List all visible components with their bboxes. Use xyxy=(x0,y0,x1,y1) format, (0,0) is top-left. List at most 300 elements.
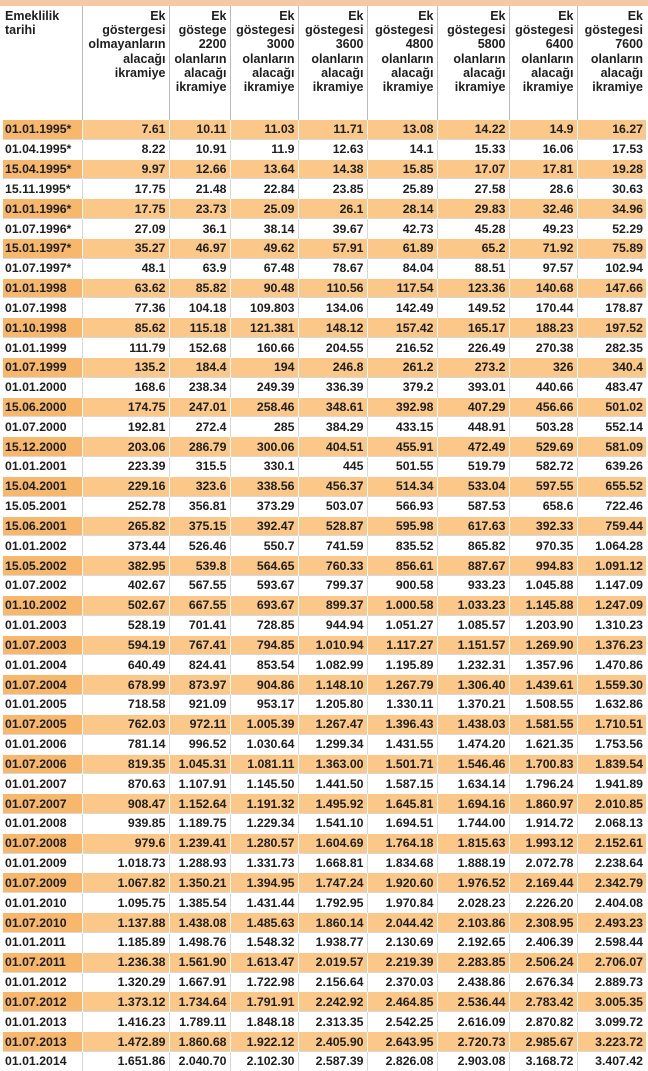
bonus-amount-cell: 528.87 xyxy=(298,516,367,536)
bonus-amount-cell: 781.14 xyxy=(82,734,169,754)
bonus-amount-cell: 63.9 xyxy=(169,258,230,278)
bonus-amount-cell: 63.62 xyxy=(82,278,169,298)
bonus-amount-cell: 27.58 xyxy=(437,179,509,199)
bonus-amount-cell: 2.405.90 xyxy=(298,1032,367,1052)
bonus-amount-cell: 939.85 xyxy=(82,813,169,833)
bonus-amount-cell: 501.02 xyxy=(577,397,646,417)
bonus-amount-cell: 77.36 xyxy=(82,298,169,318)
bonus-amount-cell: 382.95 xyxy=(82,556,169,576)
table-row xyxy=(3,1012,646,1032)
bonus-amount-cell: 933.23 xyxy=(437,576,509,596)
bonus-amount-cell: 1.734.64 xyxy=(169,992,230,1012)
bonus-amount-cell: 14.1 xyxy=(367,139,437,159)
retirement-date-cell: 15.01.1997* xyxy=(3,238,82,258)
bonus-amount-cell: 1.085.57 xyxy=(437,615,509,635)
bonus-amount-cell: 819.35 xyxy=(82,754,169,774)
bonus-amount-cell: 13.08 xyxy=(367,120,437,140)
bonus-amount-cell: 2.130.69 xyxy=(367,932,437,952)
bonus-amount-cell: 1.147.09 xyxy=(577,576,646,596)
table-row xyxy=(3,357,646,377)
bonus-amount-cell: 593.67 xyxy=(230,576,298,596)
retirement-date-cell: 01.01.2009 xyxy=(3,853,82,873)
bonus-amount-cell: 3.407.42 xyxy=(577,1051,646,1070)
bonus-amount-cell: 2.219.39 xyxy=(367,952,437,972)
bonus-amount-cell: 970.35 xyxy=(509,536,577,556)
bonus-amount-cell: 799.37 xyxy=(298,576,367,596)
bonus-amount-cell: 1.107.91 xyxy=(169,774,230,794)
bonus-amount-cell: 1.045.31 xyxy=(169,754,230,774)
retirement-date-cell: 01.01.2008 xyxy=(3,813,82,833)
bonus-amount-cell: 1.922.12 xyxy=(230,1032,298,1052)
bonus-amount-cell: 373.44 xyxy=(82,536,169,556)
bonus-amount-cell: 11.03 xyxy=(230,120,298,140)
table-row xyxy=(3,615,646,635)
bonus-amount-cell: 566.93 xyxy=(367,496,437,516)
header-indicator-4800: Ek göstegesi 4800 olanların alacağı ikramiye xyxy=(367,6,437,120)
bonus-amount-cell: 1.438.03 xyxy=(437,714,509,734)
bonus-amount-cell: 15.33 xyxy=(437,139,509,159)
bonus-amount-cell: 1.508.55 xyxy=(509,695,577,715)
table-row xyxy=(3,298,646,318)
bonus-amount-cell: 1.152.64 xyxy=(169,794,230,814)
retirement-date-cell: 01.01.2014 xyxy=(3,1051,82,1070)
bonus-amount-cell: 174.75 xyxy=(82,397,169,417)
retirement-date-cell: 01.07.1997* xyxy=(3,258,82,278)
retirement-date-cell: 01.01.2004 xyxy=(3,655,82,675)
bonus-amount-cell: 27.09 xyxy=(82,219,169,239)
bonus-amount-cell: 564.65 xyxy=(230,556,298,576)
bonus-amount-cell: 1.941.89 xyxy=(577,774,646,794)
bonus-amount-cell: 1.789.11 xyxy=(169,1012,230,1032)
bonus-amount-cell: 379.2 xyxy=(367,377,437,397)
table-row xyxy=(3,794,646,814)
bonus-amount-cell: 42.73 xyxy=(367,219,437,239)
bonus-amount-cell: 640.49 xyxy=(82,655,169,675)
bonus-amount-cell: 2.506.24 xyxy=(509,952,577,972)
bonus-amount-cell: 121.381 xyxy=(230,318,298,338)
table-row xyxy=(3,338,646,358)
bonus-amount-cell: 3.099.72 xyxy=(577,1012,646,1032)
retirement-date-cell: 01.07.2011 xyxy=(3,952,82,972)
bonus-amount-cell: 226.49 xyxy=(437,338,509,358)
table-row xyxy=(3,457,646,477)
table-row xyxy=(3,833,646,853)
bonus-amount-cell: 1.350.21 xyxy=(169,873,230,893)
bonus-amount-cell: 25.09 xyxy=(230,199,298,219)
table-body xyxy=(3,120,646,1071)
table-row xyxy=(3,754,646,774)
bonus-amount-cell: 61.89 xyxy=(367,238,437,258)
table-row xyxy=(3,813,646,833)
table-row xyxy=(3,417,646,437)
bonus-amount-cell: 261.2 xyxy=(367,357,437,377)
table-row xyxy=(3,437,646,457)
bonus-amount-cell: 110.56 xyxy=(298,278,367,298)
bonus-amount-cell: 204.55 xyxy=(298,338,367,358)
bonus-amount-cell: 1.018.73 xyxy=(82,853,169,873)
bonus-amount-cell: 19.28 xyxy=(577,159,646,179)
bonus-amount-cell: 865.82 xyxy=(437,536,509,556)
bonus-amount-cell: 402.67 xyxy=(82,576,169,596)
bonus-amount-cell: 1.860.68 xyxy=(169,1032,230,1052)
retirement-date-cell: 01.01.1999 xyxy=(3,338,82,358)
bonus-amount-cell: 1.431.44 xyxy=(230,893,298,913)
bonus-amount-cell: 887.67 xyxy=(437,556,509,576)
bonus-amount-cell: 323.6 xyxy=(169,476,230,496)
bonus-amount-cell: 1.010.94 xyxy=(298,635,367,655)
bonus-amount-cell: 1.376.23 xyxy=(577,635,646,655)
bonus-amount-cell: 85.62 xyxy=(82,318,169,338)
bonus-amount-cell: 1.439.61 xyxy=(509,675,577,695)
bonus-amount-cell: 856.61 xyxy=(367,556,437,576)
bonus-amount-cell: 1.920.60 xyxy=(367,873,437,893)
ikramiye-table xyxy=(3,6,646,1071)
bonus-amount-cell: 48.1 xyxy=(82,258,169,278)
bonus-amount-cell: 678.99 xyxy=(82,675,169,695)
bonus-amount-cell: 14.22 xyxy=(437,120,509,140)
bonus-amount-cell: 157.42 xyxy=(367,318,437,338)
bonus-amount-cell: 2.720.73 xyxy=(437,1032,509,1052)
bonus-amount-cell: 2.542.25 xyxy=(367,1012,437,1032)
bonus-amount-cell: 528.19 xyxy=(82,615,169,635)
bonus-amount-cell: 1.269.90 xyxy=(509,635,577,655)
bonus-amount-cell: 455.91 xyxy=(367,437,437,457)
bonus-amount-cell: 147.66 xyxy=(577,278,646,298)
bonus-amount-cell: 1.501.71 xyxy=(367,754,437,774)
retirement-date-cell: 01.07.2000 xyxy=(3,417,82,437)
bonus-amount-cell: 109.803 xyxy=(230,298,298,318)
bonus-amount-cell: 67.48 xyxy=(230,258,298,278)
bonus-amount-cell: 29.83 xyxy=(437,199,509,219)
bonus-amount-cell: 1.185.89 xyxy=(82,932,169,952)
bonus-amount-cell: 1.764.18 xyxy=(367,833,437,853)
table-row xyxy=(3,397,646,417)
bonus-amount-cell: 178.87 xyxy=(577,298,646,318)
bonus-amount-cell: 2.493.23 xyxy=(577,913,646,933)
retirement-date-cell: 15.06.2001 xyxy=(3,516,82,536)
bonus-amount-cell: 972.11 xyxy=(169,714,230,734)
bonus-amount-cell: 835.52 xyxy=(367,536,437,556)
retirement-date-cell: 01.07.1998 xyxy=(3,298,82,318)
bonus-amount-cell: 759.44 xyxy=(577,516,646,536)
table-row xyxy=(3,893,646,913)
bonus-amount-cell: 617.63 xyxy=(437,516,509,536)
bonus-amount-cell: 1.145.50 xyxy=(230,774,298,794)
retirement-date-cell: 01.01.2007 xyxy=(3,774,82,794)
retirement-date-cell: 01.01.1998 xyxy=(3,278,82,298)
retirement-date-cell: 01.01.2005 xyxy=(3,695,82,715)
bonus-amount-cell: 762.03 xyxy=(82,714,169,734)
bonus-amount-cell: 1.694.16 xyxy=(437,794,509,814)
table-row xyxy=(3,635,646,655)
bonus-amount-cell: 1.148.10 xyxy=(298,675,367,695)
bonus-amount-cell: 1.370.21 xyxy=(437,695,509,715)
bonus-amount-cell: 1.632.86 xyxy=(577,695,646,715)
table-row xyxy=(3,714,646,734)
bonus-amount-cell: 336.39 xyxy=(298,377,367,397)
table-row xyxy=(3,258,646,278)
bonus-amount-cell: 384.29 xyxy=(298,417,367,437)
bonus-amount-cell: 550.7 xyxy=(230,536,298,556)
bonus-amount-cell: 1.710.51 xyxy=(577,714,646,734)
bonus-amount-cell: 2.313.35 xyxy=(298,1012,367,1032)
bonus-amount-cell: 252.78 xyxy=(82,496,169,516)
bonus-amount-cell: 582.72 xyxy=(509,457,577,477)
bonus-amount-cell: 247.01 xyxy=(169,397,230,417)
bonus-amount-cell: 440.66 xyxy=(509,377,577,397)
retirement-date-cell: 01.01.2006 xyxy=(3,734,82,754)
bonus-amount-cell: 2.169.44 xyxy=(509,873,577,893)
bonus-amount-cell: 1.299.34 xyxy=(298,734,367,754)
bonus-amount-cell: 152.68 xyxy=(169,338,230,358)
bonus-amount-cell: 667.55 xyxy=(169,595,230,615)
bonus-amount-cell: 1.117.27 xyxy=(367,635,437,655)
bonus-amount-cell: 134.06 xyxy=(298,298,367,318)
bonus-amount-cell: 97.57 xyxy=(509,258,577,278)
header-no-indicator: Ek göstergesi olmayanların alacağı ikramiye xyxy=(82,6,169,120)
bonus-amount-cell: 2.783.42 xyxy=(509,992,577,1012)
bonus-amount-cell: 1.651.86 xyxy=(82,1051,169,1070)
bonus-amount-cell: 472.49 xyxy=(437,437,509,457)
bonus-amount-cell: 32.46 xyxy=(509,199,577,219)
table-row xyxy=(3,913,646,933)
table-row xyxy=(3,476,646,496)
bonus-amount-cell: 135.2 xyxy=(82,357,169,377)
bonus-amount-cell: 46.97 xyxy=(169,238,230,258)
bonus-amount-cell: 45.28 xyxy=(437,219,509,239)
header-indicator-5800: Ek göstegesi 5800 olanların alacağı ikramiye xyxy=(437,6,509,120)
bonus-amount-cell: 594.19 xyxy=(82,635,169,655)
bonus-amount-cell: 701.41 xyxy=(169,615,230,635)
bonus-amount-cell: 338.56 xyxy=(230,476,298,496)
bonus-amount-cell: 2.103.86 xyxy=(437,913,509,933)
bonus-amount-cell: 1.753.56 xyxy=(577,734,646,754)
bonus-amount-cell: 12.63 xyxy=(298,139,367,159)
bonus-amount-cell: 392.98 xyxy=(367,397,437,417)
bonus-amount-cell: 853.54 xyxy=(230,655,298,675)
bonus-amount-cell: 1.239.41 xyxy=(169,833,230,853)
bonus-amount-cell: 1.236.38 xyxy=(82,952,169,972)
bonus-amount-cell: 197.52 xyxy=(577,318,646,338)
bonus-amount-cell: 445 xyxy=(298,457,367,477)
bonus-amount-cell: 2.598.44 xyxy=(577,932,646,952)
bonus-amount-cell: 1.888.19 xyxy=(437,853,509,873)
bonus-amount-cell: 1.495.92 xyxy=(298,794,367,814)
bonus-amount-cell: 25.89 xyxy=(367,179,437,199)
bonus-amount-cell: 356.81 xyxy=(169,496,230,516)
bonus-amount-cell: 1.396.43 xyxy=(367,714,437,734)
bonus-amount-cell: 2.826.08 xyxy=(367,1051,437,1070)
bonus-amount-cell: 1.938.77 xyxy=(298,932,367,952)
bonus-amount-cell: 1.288.93 xyxy=(169,853,230,873)
bonus-amount-cell: 994.83 xyxy=(509,556,577,576)
bonus-amount-cell: 2.152.61 xyxy=(577,833,646,853)
bonus-amount-cell: 85.82 xyxy=(169,278,230,298)
bonus-amount-cell: 741.59 xyxy=(298,536,367,556)
table-row xyxy=(3,536,646,556)
table-row xyxy=(3,219,646,239)
retirement-date-cell: 01.01.1996* xyxy=(3,199,82,219)
bonus-amount-cell: 36.1 xyxy=(169,219,230,239)
bonus-amount-cell: 2.072.78 xyxy=(509,853,577,873)
retirement-date-cell: 01.07.2004 xyxy=(3,675,82,695)
bonus-amount-cell: 1.860.14 xyxy=(298,913,367,933)
bonus-amount-cell: 2.676.34 xyxy=(509,972,577,992)
retirement-date-cell: 15.05.2002 xyxy=(3,556,82,576)
retirement-date-cell: 15.12.2000 xyxy=(3,437,82,457)
retirement-date-cell: 01.01.2001 xyxy=(3,457,82,477)
bonus-amount-cell: 17.81 xyxy=(509,159,577,179)
bonus-amount-cell: 8.22 xyxy=(82,139,169,159)
bonus-amount-cell: 581.09 xyxy=(577,437,646,457)
bonus-amount-cell: 1.834.68 xyxy=(367,853,437,873)
table-row xyxy=(3,556,646,576)
retirement-date-cell: 15.04.1995* xyxy=(3,159,82,179)
bonus-amount-cell: 34.96 xyxy=(577,199,646,219)
bonus-amount-cell: 272.4 xyxy=(169,417,230,437)
bonus-amount-cell: 587.53 xyxy=(437,496,509,516)
bonus-amount-cell: 300.06 xyxy=(230,437,298,457)
bonus-amount-cell: 1.280.57 xyxy=(230,833,298,853)
bonus-amount-cell: 693.67 xyxy=(230,595,298,615)
bonus-amount-cell: 375.15 xyxy=(169,516,230,536)
table-row xyxy=(3,516,646,536)
bonus-amount-cell: 326 xyxy=(509,357,577,377)
table-row xyxy=(3,992,646,1012)
bonus-amount-cell: 1.306.40 xyxy=(437,675,509,695)
bonus-amount-cell: 1.474.20 xyxy=(437,734,509,754)
bonus-amount-cell: 1.700.83 xyxy=(509,754,577,774)
retirement-date-cell: 01.07.2008 xyxy=(3,833,82,853)
bonus-amount-cell: 503.28 xyxy=(509,417,577,437)
bonus-amount-cell: 1.839.54 xyxy=(577,754,646,774)
bonus-amount-cell: 1.581.55 xyxy=(509,714,577,734)
bonus-amount-cell: 1.815.63 xyxy=(437,833,509,853)
bonus-amount-cell: 2.536.44 xyxy=(437,992,509,1012)
retirement-date-cell: 01.07.2005 xyxy=(3,714,82,734)
bonus-amount-cell: 22.84 xyxy=(230,179,298,199)
bonus-amount-cell: 904.86 xyxy=(230,675,298,695)
bonus-amount-cell: 539.8 xyxy=(169,556,230,576)
bonus-amount-cell: 2.587.39 xyxy=(298,1051,367,1070)
bonus-amount-cell: 393.01 xyxy=(437,377,509,397)
bonus-amount-cell: 1.548.32 xyxy=(230,932,298,952)
retirement-date-cell: 01.07.2010 xyxy=(3,913,82,933)
retirement-date-cell: 01.07.2012 xyxy=(3,992,82,1012)
bonus-amount-cell: 17.07 xyxy=(437,159,509,179)
bonus-amount-cell: 340.4 xyxy=(577,357,646,377)
bonus-amount-cell: 824.41 xyxy=(169,655,230,675)
bonus-amount-cell: 1.485.63 xyxy=(230,913,298,933)
bonus-amount-cell: 2.643.95 xyxy=(367,1032,437,1052)
bonus-amount-cell: 2.870.82 xyxy=(509,1012,577,1032)
bonus-amount-cell: 2.156.64 xyxy=(298,972,367,992)
bonus-amount-cell: 170.44 xyxy=(509,298,577,318)
bonus-amount-cell: 900.58 xyxy=(367,576,437,596)
bonus-amount-cell: 28.14 xyxy=(367,199,437,219)
bonus-amount-cell: 84.04 xyxy=(367,258,437,278)
bonus-amount-cell: 1.561.90 xyxy=(169,952,230,972)
bonus-amount-cell: 514.34 xyxy=(367,476,437,496)
bonus-amount-cell: 2.028.23 xyxy=(437,893,509,913)
bonus-amount-cell: 249.39 xyxy=(230,377,298,397)
bonus-amount-cell: 760.33 xyxy=(298,556,367,576)
bonus-amount-cell: 49.62 xyxy=(230,238,298,258)
bonus-amount-cell: 11.9 xyxy=(230,139,298,159)
retirement-date-cell: 01.07.1999 xyxy=(3,357,82,377)
bonus-amount-cell: 160.66 xyxy=(230,338,298,358)
table-row xyxy=(3,179,646,199)
table-row xyxy=(3,1051,646,1070)
bonus-amount-cell: 1.441.50 xyxy=(298,774,367,794)
bonus-amount-cell: 203.06 xyxy=(82,437,169,457)
table-row xyxy=(3,496,646,516)
bonus-amount-cell: 2.404.08 xyxy=(577,893,646,913)
table-row xyxy=(3,595,646,615)
bonus-amount-cell: 1.438.08 xyxy=(169,913,230,933)
bonus-amount-cell: 38.14 xyxy=(230,219,298,239)
retirement-date-cell: 01.07.2007 xyxy=(3,794,82,814)
bonus-amount-cell: 49.23 xyxy=(509,219,577,239)
bonus-amount-cell: 944.94 xyxy=(298,615,367,635)
bonus-amount-cell: 11.71 xyxy=(298,120,367,140)
bonus-amount-cell: 529.69 xyxy=(509,437,577,457)
retirement-date-cell: 01.01.2003 xyxy=(3,615,82,635)
bonus-amount-cell: 17.75 xyxy=(82,199,169,219)
table-row xyxy=(3,1032,646,1052)
bonus-amount-cell: 1.613.47 xyxy=(230,952,298,972)
bonus-amount-cell: 115.18 xyxy=(169,318,230,338)
bonus-amount-cell: 1.747.24 xyxy=(298,873,367,893)
bonus-amount-cell: 286.79 xyxy=(169,437,230,457)
bonus-amount-cell: 1.267.47 xyxy=(298,714,367,734)
bonus-amount-cell: 52.29 xyxy=(577,219,646,239)
bonus-amount-cell: 2.985.67 xyxy=(509,1032,577,1052)
bonus-amount-cell: 10.11 xyxy=(169,120,230,140)
bonus-amount-cell: 1.082.99 xyxy=(298,655,367,675)
bonus-amount-cell: 1.095.75 xyxy=(82,893,169,913)
bonus-amount-cell: 979.6 xyxy=(82,833,169,853)
table-row xyxy=(3,734,646,754)
bonus-amount-cell: 404.51 xyxy=(298,437,367,457)
bonus-amount-cell: 315.5 xyxy=(169,457,230,477)
bonus-amount-cell: 597.55 xyxy=(509,476,577,496)
bonus-amount-cell: 1.357.96 xyxy=(509,655,577,675)
bonus-amount-cell: 1.722.98 xyxy=(230,972,298,992)
retirement-date-cell: 01.07.2006 xyxy=(3,754,82,774)
bonus-amount-cell: 1.064.28 xyxy=(577,536,646,556)
bonus-amount-cell: 1.191.32 xyxy=(230,794,298,814)
bonus-amount-cell: 1.385.54 xyxy=(169,893,230,913)
bonus-amount-cell: 1.668.81 xyxy=(298,853,367,873)
bonus-amount-cell: 223.39 xyxy=(82,457,169,477)
bonus-amount-cell: 16.06 xyxy=(509,139,577,159)
bonus-amount-cell: 1.976.52 xyxy=(437,873,509,893)
bonus-amount-cell: 1.195.89 xyxy=(367,655,437,675)
bonus-amount-cell: 168.6 xyxy=(82,377,169,397)
bonus-amount-cell: 15.85 xyxy=(367,159,437,179)
bonus-amount-cell: 921.09 xyxy=(169,695,230,715)
bonus-amount-cell: 246.8 xyxy=(298,357,367,377)
header-indicator-2200: Ek göstege 2200 olanların alacağı ikramiye xyxy=(169,6,230,120)
bonus-amount-cell: 519.79 xyxy=(437,457,509,477)
bonus-amount-cell: 2.044.42 xyxy=(367,913,437,933)
bonus-amount-cell: 1.472.89 xyxy=(82,1032,169,1052)
bonus-amount-cell: 2.889.73 xyxy=(577,972,646,992)
bonus-amount-cell: 873.97 xyxy=(169,675,230,695)
retirement-date-cell: 01.01.2000 xyxy=(3,377,82,397)
header-row xyxy=(3,6,646,120)
